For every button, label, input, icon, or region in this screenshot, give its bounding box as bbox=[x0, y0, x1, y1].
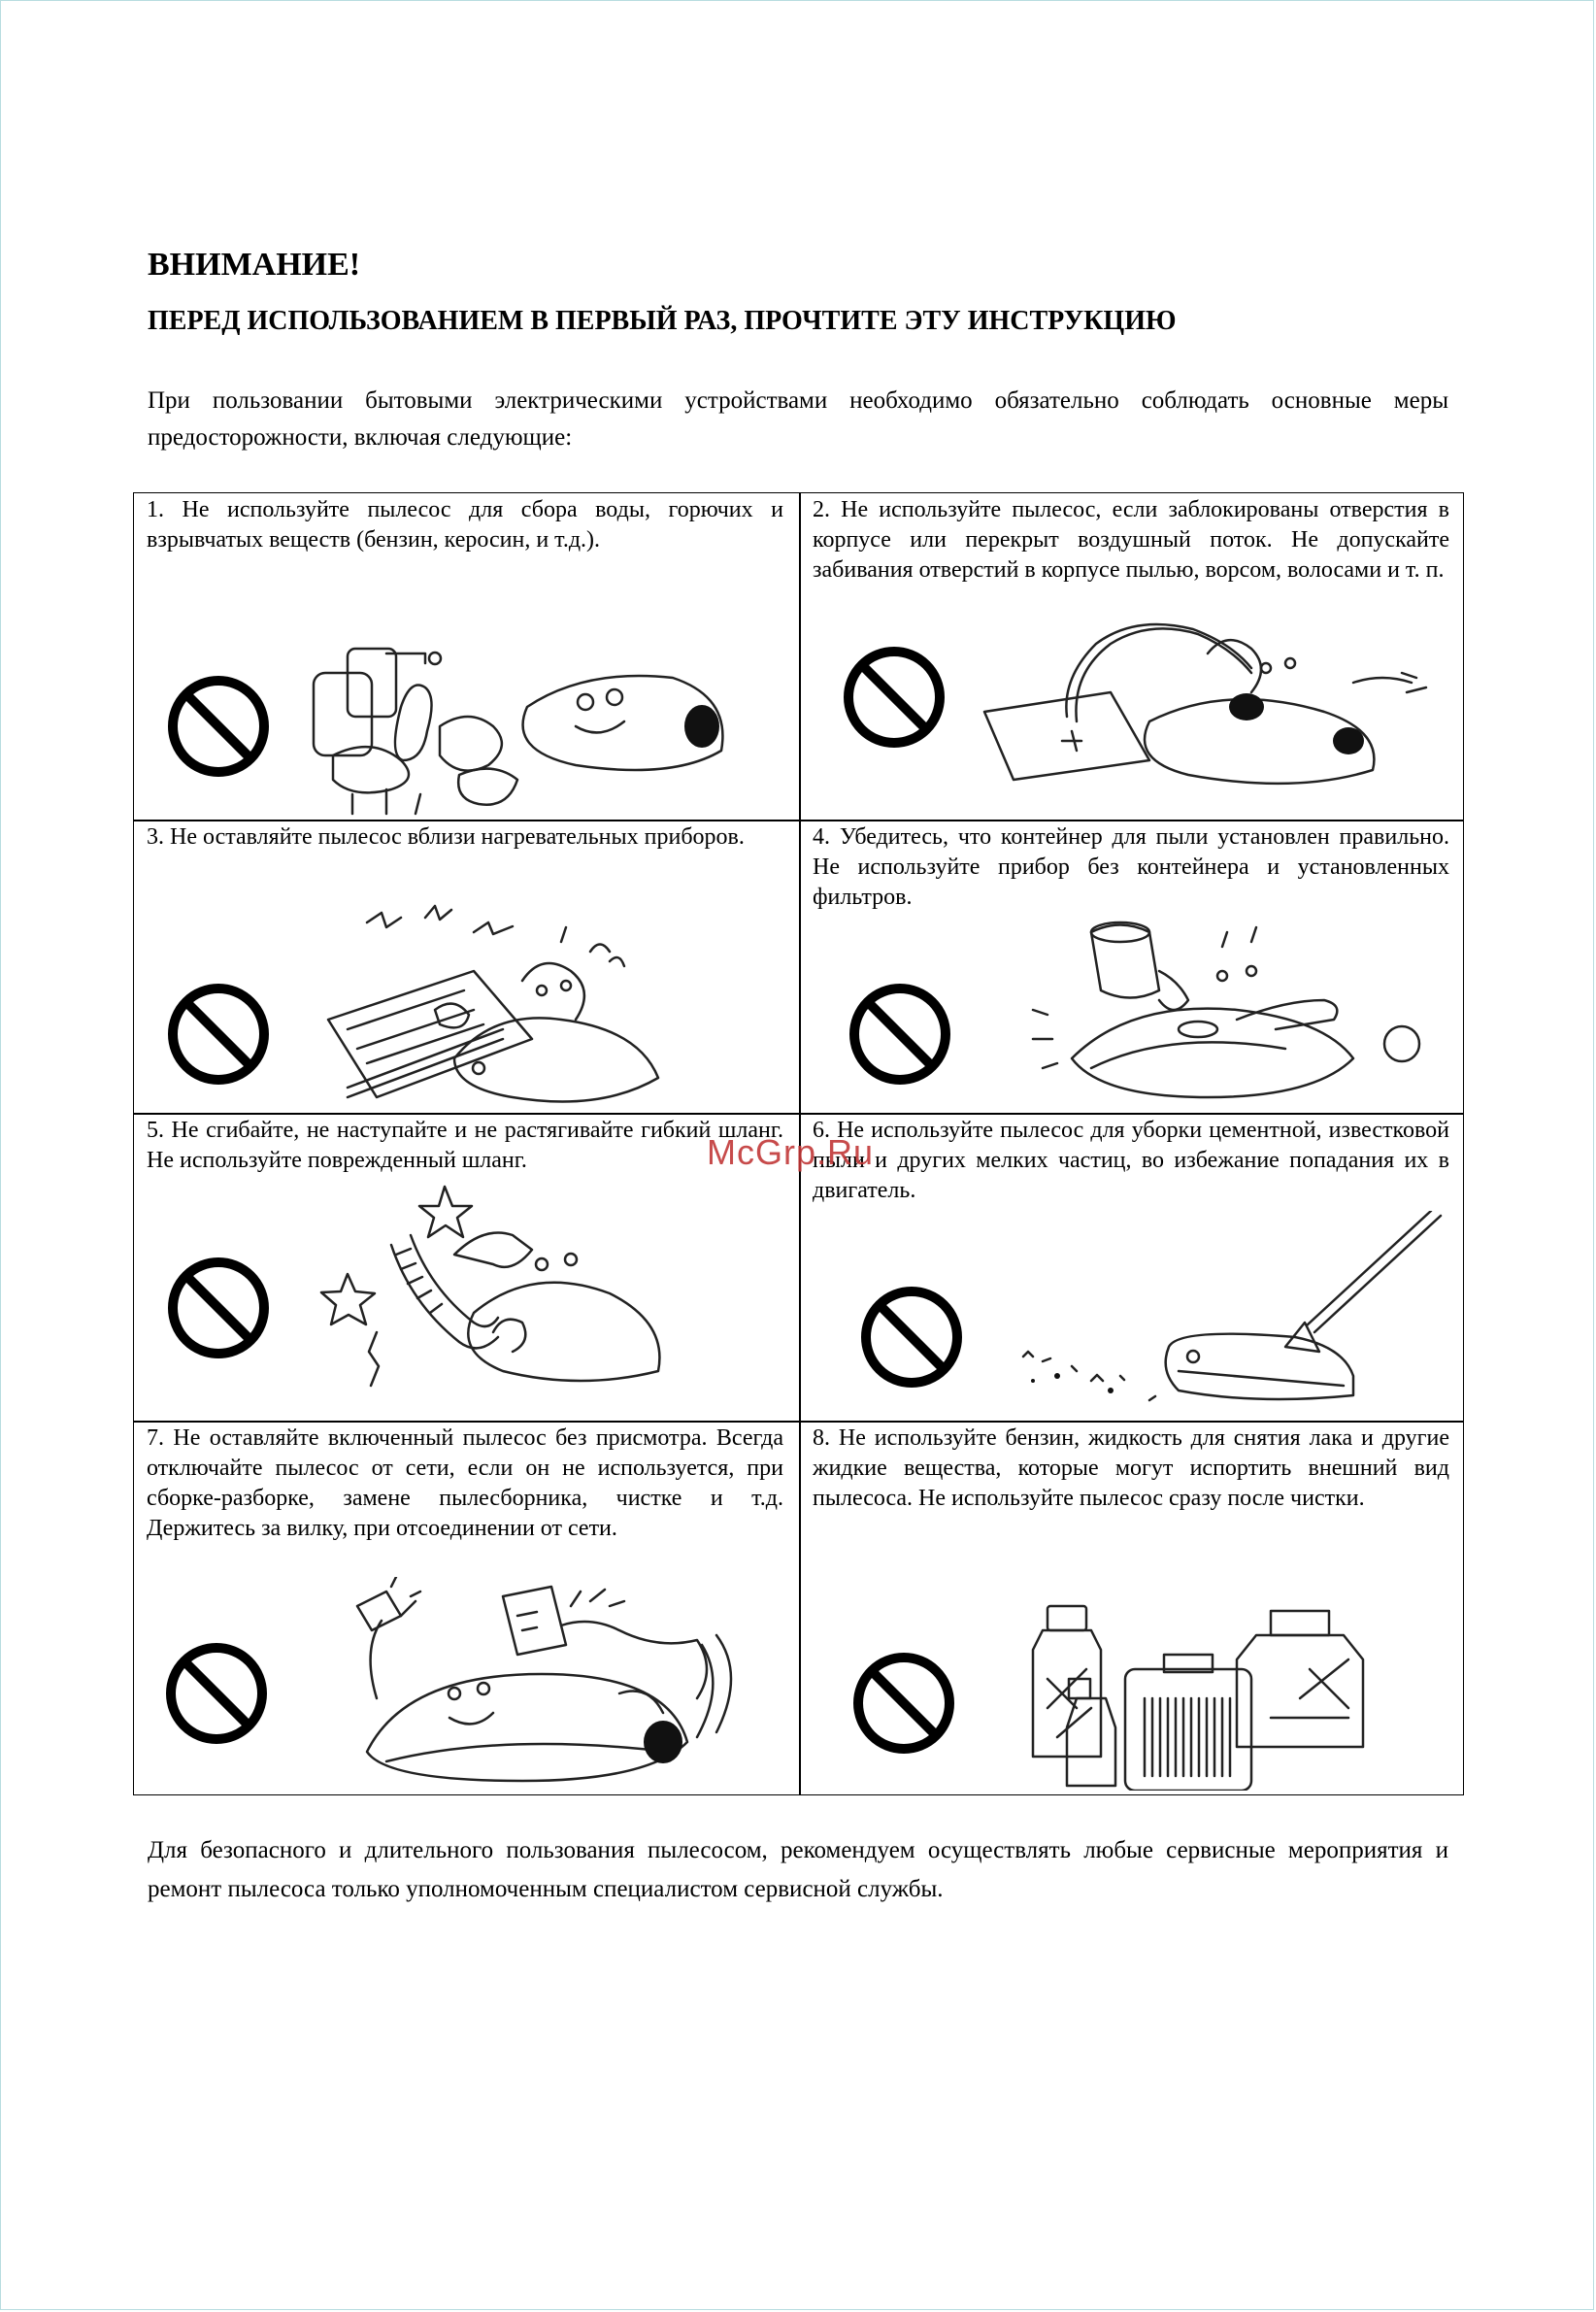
chemicals-illustration bbox=[1018, 1601, 1455, 1791]
near-heater-illustration bbox=[309, 903, 775, 1107]
warning-cell-3 bbox=[134, 821, 799, 1113]
prohibition-icon bbox=[165, 981, 272, 1088]
warning-text-6: 6. Не используйте пылесос для уборки цементной, известковой пыли и других мелких частиц, во избежание попадания их в двигатель. bbox=[813, 1118, 1449, 1203]
warning-text-2: 2. Не используйте пылесос, если заблокированы отверстия в корпусе или перекрыт воздушный поток. Не допускайте забивания отверстий в корпусе пылью, ворсом, волосами и т. п. bbox=[813, 497, 1449, 583]
warning-cell-5 bbox=[134, 1114, 799, 1421]
page-title: ВНИМАНИЕ! bbox=[148, 247, 361, 283]
warning-cell-8 bbox=[800, 1422, 1465, 1796]
no-liquids-illustration bbox=[294, 629, 799, 819]
warning-cell-2 bbox=[800, 493, 1465, 820]
intro-paragraph: При пользовании бытовыми электрическими устройствами необходимо обязательно соблюдать основные меры предосторожности, включая следующие: bbox=[148, 387, 1448, 451]
warning-cell-4 bbox=[800, 821, 1465, 1113]
warning-cell-7 bbox=[134, 1422, 799, 1796]
warning-text-3: 3. Не оставляйте пылесос вблизи нагревательных приборов. bbox=[147, 824, 745, 850]
bent-hose-illustration bbox=[318, 1177, 765, 1400]
warning-text-5: 5. Не сгибайте, не наступайте и не растягивайте гибкий шланг. Не используйте поврежденный шланг. bbox=[147, 1118, 783, 1173]
dust-container-illustration bbox=[1014, 913, 1441, 1107]
warning-cell-1 bbox=[134, 493, 799, 820]
prohibition-icon bbox=[163, 1640, 270, 1747]
page-subtitle: ПЕРЕД ИСПОЛЬЗОВАНИЕМ В ПЕРВЫЙ РАЗ, ПРОЧТИТЕ ЭТУ ИНСТРУКЦИЮ bbox=[148, 306, 1177, 336]
warning-text-1: 1. Не используйте пылесос для сбора воды, горючих и взрывчатых веществ (бензин, керосин, и т.д.). bbox=[147, 497, 783, 553]
warning-text-4: 4. Убедитесь, что контейнер для пыли установлен правильно. Не используйте прибор без контейнера и установленных фильтров. bbox=[813, 824, 1449, 910]
prohibition-icon bbox=[841, 644, 948, 751]
footer-paragraph: Для безопасного и длительного пользования пылесосом, рекомендуем осуществлять любые сервисные мероприятия и ремонт пылесоса только уполномоченным специалистом сервисной службы. bbox=[148, 1837, 1448, 1902]
prohibition-icon bbox=[850, 1650, 957, 1757]
prohibition-icon bbox=[847, 981, 953, 1088]
warning-text-7: 7. Не оставляйте включенный пылесос без присмотра. Всегда отключайте пылесос от сети, если он не используется, при сборке-разборке, замене пылесборника, чистке и т.д. Держитесь за вилку, при отсоединении от сети. bbox=[147, 1425, 783, 1541]
warning-text-8: 8. Не используйте бензин, жидкость для снятия лака и другие жидкие вещества, которые могут испортить внешний вид пылесоса. Не используйте пылесос сразу после чистки. bbox=[813, 1425, 1449, 1511]
unplug-illustration bbox=[328, 1577, 784, 1795]
watermark: McGrp.Ru bbox=[707, 1132, 875, 1172]
prohibition-icon bbox=[858, 1284, 965, 1391]
prohibition-icon bbox=[165, 673, 272, 780]
blocked-airflow-illustration bbox=[975, 615, 1460, 789]
warning-cell-6 bbox=[800, 1114, 1465, 1421]
fine-dust-illustration bbox=[1014, 1211, 1450, 1415]
prohibition-icon bbox=[165, 1255, 272, 1361]
